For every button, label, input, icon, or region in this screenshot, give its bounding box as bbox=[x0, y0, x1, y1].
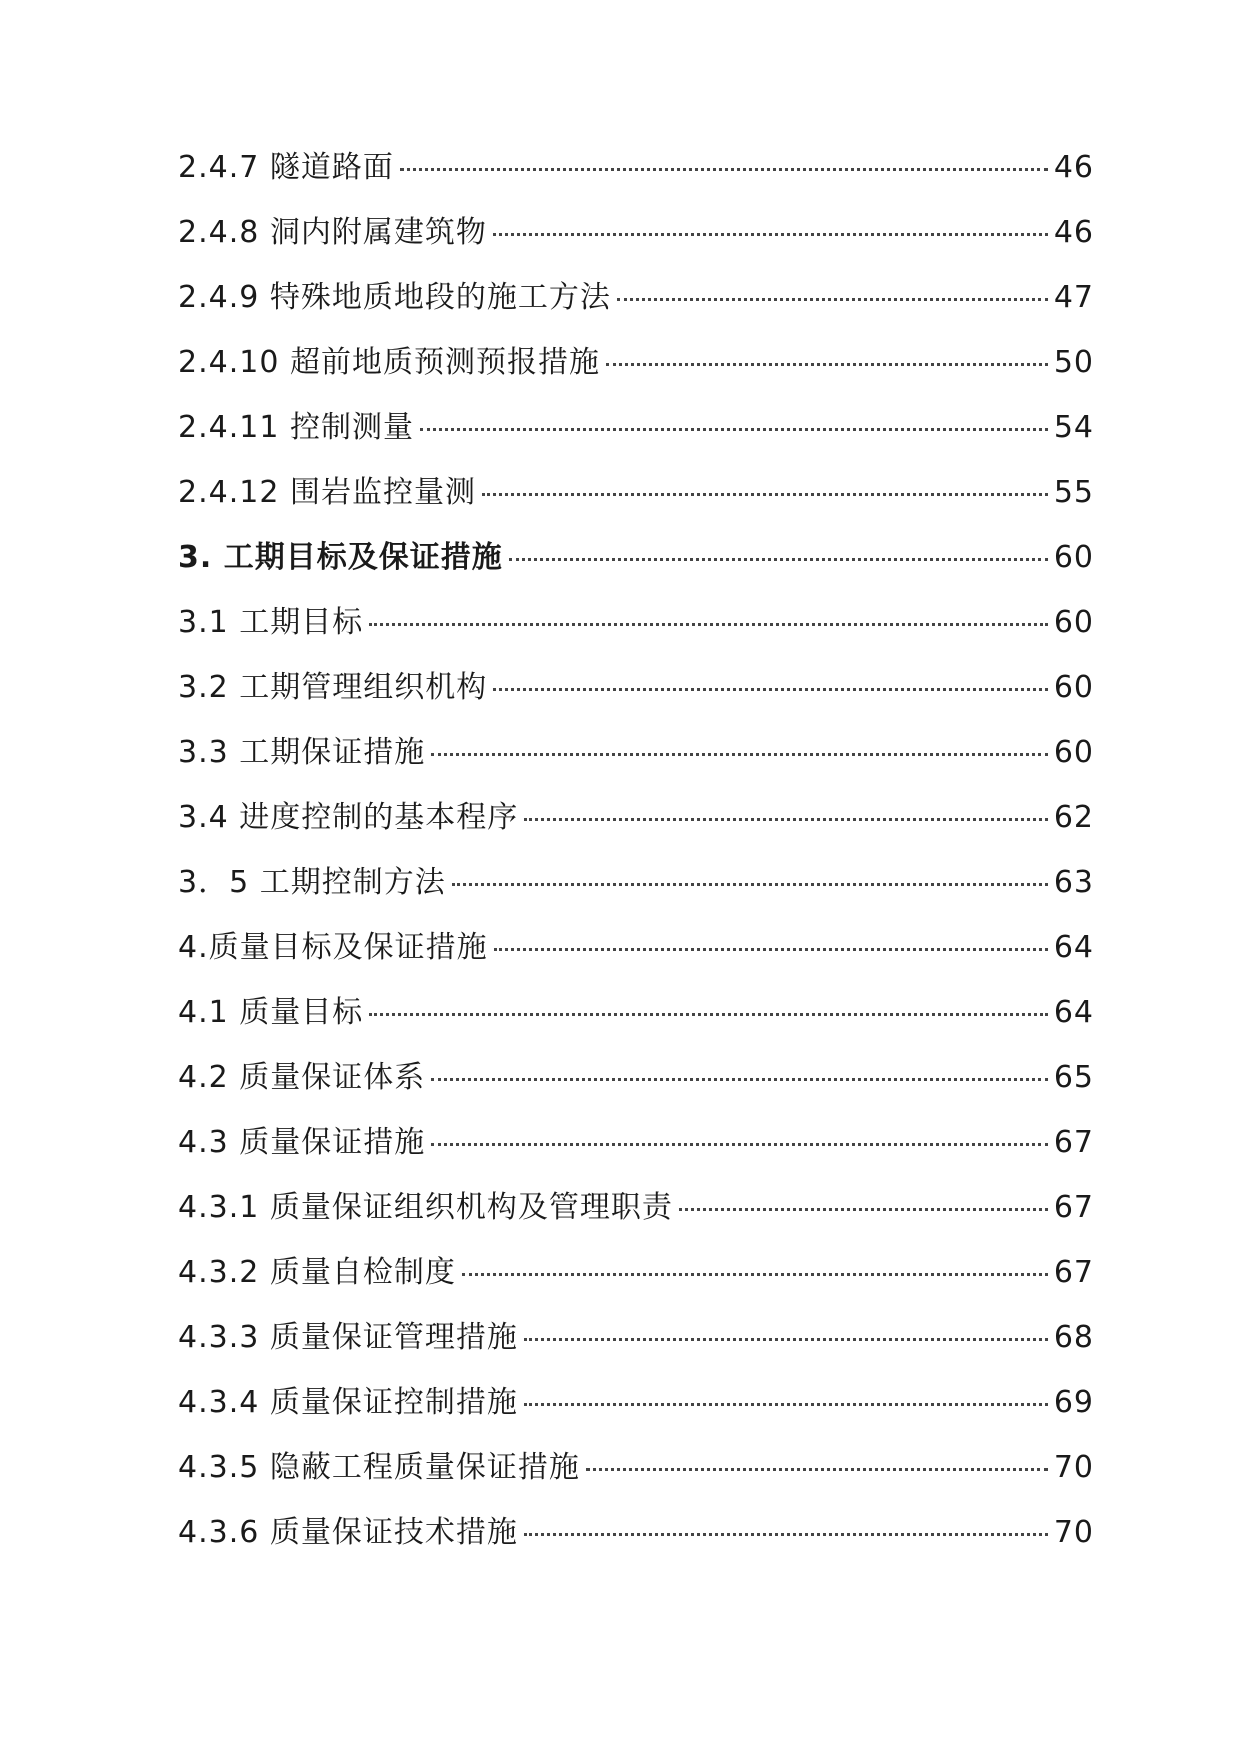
toc-entry-page: 64 bbox=[1053, 930, 1094, 965]
toc-entry[interactable] bbox=[178, 995, 1094, 1060]
toc-entry-title: 3. 工期目标及保证措施 bbox=[178, 540, 503, 575]
toc-entry-title: 2.4.11 控制测量 bbox=[178, 410, 414, 445]
toc-entry-title: 4.1 质量目标 bbox=[178, 995, 364, 1030]
toc-entry-page: 63 bbox=[1053, 865, 1094, 900]
toc-entry[interactable] bbox=[178, 800, 1094, 865]
toc-entry[interactable] bbox=[178, 150, 1094, 215]
toc-entry-page: 47 bbox=[1053, 280, 1094, 315]
toc-entry-title: 2.4.10 超前地质预测预报措施 bbox=[178, 345, 600, 380]
toc-entry[interactable] bbox=[178, 345, 1094, 410]
toc-leader-dots bbox=[524, 1533, 1048, 1536]
toc-leader-dots bbox=[524, 1338, 1048, 1341]
toc-entry-page: 50 bbox=[1053, 345, 1094, 380]
toc-entry-page: 64 bbox=[1053, 995, 1094, 1030]
toc-entry-page: 69 bbox=[1053, 1385, 1094, 1420]
toc-entry-page: 60 bbox=[1053, 605, 1094, 640]
toc-leader-dots bbox=[431, 753, 1048, 756]
toc-entry-page: 67 bbox=[1053, 1190, 1094, 1225]
toc-entry-page: 60 bbox=[1053, 735, 1094, 770]
toc-entry-title: 3.1 工期目标 bbox=[178, 605, 364, 640]
toc-entry-title: 4.3.1 质量保证组织机构及管理职责 bbox=[178, 1190, 673, 1225]
toc-leader-dots bbox=[524, 818, 1048, 821]
toc-entry-page: 60 bbox=[1053, 670, 1094, 705]
toc-entry[interactable] bbox=[178, 605, 1094, 670]
toc-leader-dots bbox=[494, 948, 1048, 951]
toc-entry[interactable] bbox=[178, 1255, 1094, 1320]
toc-entry[interactable] bbox=[178, 1320, 1094, 1385]
toc-leader-dots bbox=[586, 1468, 1048, 1471]
toc-entry-page: 62 bbox=[1053, 800, 1094, 835]
toc-leader-dots bbox=[452, 883, 1048, 886]
toc-leader-dots bbox=[400, 168, 1048, 171]
toc-entry-page: 67 bbox=[1053, 1125, 1094, 1160]
toc-entry-title: 4.3 质量保证措施 bbox=[178, 1125, 426, 1160]
toc-entry[interactable] bbox=[178, 540, 1094, 605]
toc-leader-dots bbox=[606, 363, 1048, 366]
toc-entry[interactable] bbox=[178, 1060, 1094, 1125]
toc-entry[interactable] bbox=[178, 1450, 1094, 1515]
toc-entry-title: 2.4.9 特殊地质地段的施工方法 bbox=[178, 280, 611, 315]
toc-entry[interactable] bbox=[178, 280, 1094, 345]
toc-entry[interactable] bbox=[178, 670, 1094, 735]
toc-leader-dots bbox=[369, 623, 1048, 626]
toc-leader-dots bbox=[493, 233, 1048, 236]
toc-entry[interactable] bbox=[178, 215, 1094, 280]
toc-entry[interactable] bbox=[178, 865, 1094, 930]
toc-leader-dots bbox=[462, 1273, 1048, 1276]
toc-entry-title: 4.2 质量保证体系 bbox=[178, 1060, 426, 1095]
toc-entry-title: 2.4.8 洞内附属建筑物 bbox=[178, 215, 487, 250]
toc-entry-title: 4.质量目标及保证措施 bbox=[178, 930, 488, 965]
toc-entry-title: 4.3.3 质量保证管理措施 bbox=[178, 1320, 518, 1355]
toc-entry-title: 3.3 工期保证措施 bbox=[178, 735, 426, 770]
toc-leader-dots bbox=[493, 688, 1048, 691]
toc-entry-title: 3．5 工期控制方法 bbox=[178, 865, 446, 900]
toc-leader-dots bbox=[420, 428, 1048, 431]
toc-entry-title: 3.4 进度控制的基本程序 bbox=[178, 800, 519, 835]
toc-entry[interactable] bbox=[178, 475, 1094, 540]
toc-entry-page: 68 bbox=[1053, 1320, 1094, 1355]
toc-entry-page: 70 bbox=[1053, 1515, 1094, 1550]
toc-entry-page: 54 bbox=[1053, 410, 1094, 445]
toc-leader-dots bbox=[509, 558, 1048, 561]
toc-leader-dots bbox=[617, 298, 1048, 301]
toc-entry-page: 70 bbox=[1053, 1450, 1094, 1485]
toc-entry-title: 4.3.5 隐蔽工程质量保证措施 bbox=[178, 1450, 580, 1485]
toc-leader-dots bbox=[431, 1078, 1048, 1081]
toc-entry-title: 4.3.6 质量保证技术措施 bbox=[178, 1515, 518, 1550]
toc-entry-page: 46 bbox=[1053, 150, 1094, 185]
toc-entry-title: 2.4.7 隧道路面 bbox=[178, 150, 394, 185]
toc-leader-dots bbox=[369, 1013, 1048, 1016]
toc-leader-dots bbox=[524, 1403, 1048, 1406]
toc-entry-page: 65 bbox=[1053, 1060, 1094, 1095]
toc-entry-title: 2.4.12 围岩监控量测 bbox=[178, 475, 476, 510]
toc-entry[interactable] bbox=[178, 1190, 1094, 1255]
toc-entry-title: 4.3.2 质量自检制度 bbox=[178, 1255, 456, 1290]
table-of-contents bbox=[178, 150, 1094, 1580]
toc-entry-page: 60 bbox=[1053, 540, 1094, 575]
toc-leader-dots bbox=[679, 1208, 1048, 1211]
toc-entry[interactable] bbox=[178, 930, 1094, 995]
toc-entry[interactable] bbox=[178, 1515, 1094, 1580]
toc-entry-title: 3.2 工期管理组织机构 bbox=[178, 670, 488, 705]
toc-entry-page: 67 bbox=[1053, 1255, 1094, 1290]
toc-entry[interactable] bbox=[178, 1385, 1094, 1450]
toc-leader-dots bbox=[431, 1143, 1048, 1146]
toc-entry-title: 4.3.4 质量保证控制措施 bbox=[178, 1385, 518, 1420]
toc-entry-page: 55 bbox=[1053, 475, 1094, 510]
toc-entry[interactable] bbox=[178, 410, 1094, 475]
toc-entry-page: 46 bbox=[1053, 215, 1094, 250]
toc-entry[interactable] bbox=[178, 1125, 1094, 1190]
toc-entry[interactable] bbox=[178, 735, 1094, 800]
toc-leader-dots bbox=[482, 493, 1048, 496]
